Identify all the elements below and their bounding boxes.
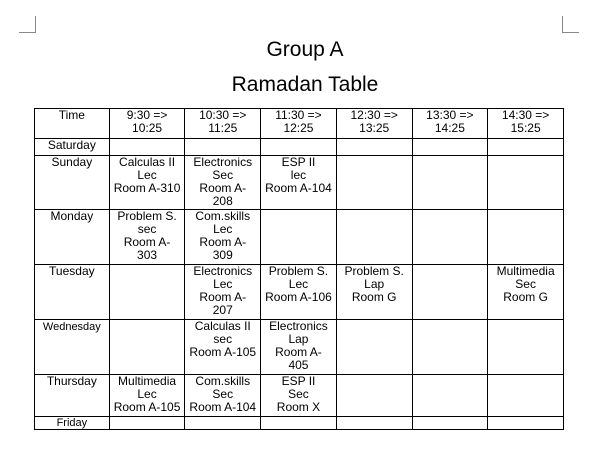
empty-cell [488, 417, 564, 430]
day-label: Wednesday [35, 320, 110, 375]
day-label: Saturday [35, 139, 110, 156]
empty-cell [488, 156, 564, 210]
day-label: Thursday [35, 375, 110, 417]
class-cell-line: sec [137, 222, 157, 236]
class-cell-line: Problem S. [344, 264, 404, 278]
time-slot-line: 10:25 [132, 121, 163, 135]
time-header: Time [35, 109, 110, 139]
class-cell [185, 375, 261, 417]
time-slot-header [412, 109, 488, 139]
day-row-saturday [35, 139, 564, 156]
time-slot-header [109, 109, 185, 139]
class-cell-line: Com.skills [195, 209, 251, 223]
class-cell-line: Room A-106 [265, 290, 332, 304]
class-cell-line: ESP II [281, 374, 316, 388]
empty-cell [109, 417, 185, 430]
class-cell-line: Com.skills [195, 374, 251, 388]
class-cell-line: 309 [212, 248, 233, 262]
class-cell [261, 320, 337, 375]
class-cell-line: Room A- [199, 181, 247, 195]
day-row-sunday [35, 156, 564, 210]
class-cell [261, 156, 337, 210]
class-cell-line: 303 [137, 248, 158, 262]
class-cell-line: 405 [288, 358, 309, 372]
class-cell-line: Sec [288, 387, 309, 401]
class-cell-line: Electronics [193, 264, 253, 278]
empty-cell [412, 156, 488, 210]
class-cell-line: 207 [212, 303, 233, 317]
class-cell-line: Lap [364, 277, 385, 291]
time-slot-header [488, 109, 564, 139]
time-slot-header [336, 109, 412, 139]
class-cell-line: Sec [212, 387, 234, 401]
day-label: Friday [35, 417, 110, 430]
class-cell-line: Room A-310 [113, 181, 181, 195]
class-cell [109, 156, 185, 210]
empty-cell [488, 375, 564, 417]
day-row-friday [35, 417, 564, 430]
time-slot-line: 12:30 => [350, 108, 398, 122]
class-cell-line: Calculas II [119, 155, 176, 169]
day-row-wednesday [35, 320, 564, 375]
time-slot-line: 11:25 [208, 121, 238, 135]
time-slot-line: 9:30 => [126, 108, 168, 122]
class-cell [185, 156, 261, 210]
empty-cell [336, 320, 412, 375]
class-cell-line: Room G [503, 290, 548, 304]
empty-cell [109, 320, 185, 375]
empty-cell [261, 139, 337, 156]
empty-cell [412, 417, 488, 430]
class-cell-line: Room A-104 [265, 181, 332, 195]
class-cell-line: Multimedia [496, 264, 555, 278]
empty-cell [109, 265, 185, 320]
class-cell-line: Sec [515, 277, 536, 291]
class-cell-line: sec [213, 332, 233, 346]
time-slot-line: 12:25 [283, 121, 314, 135]
class-cell [488, 265, 564, 320]
class-cell-line: Room A-105 [189, 345, 257, 359]
day-row-monday [35, 210, 564, 265]
time-slot-line: 15:25 [510, 121, 541, 135]
time-slot-line: 13:25 [359, 121, 390, 135]
day-row-thursday [35, 375, 564, 417]
header-row [35, 109, 564, 139]
empty-cell [488, 210, 564, 265]
empty-cell [185, 417, 261, 430]
time-slot-line: 10:30 => [199, 108, 247, 122]
time-slot-line: 14:25 [434, 121, 465, 135]
class-cell-line: lec [290, 168, 307, 182]
empty-cell [336, 417, 412, 430]
crop-mark-top-right [562, 16, 563, 33]
empty-cell [412, 265, 488, 320]
empty-cell [412, 139, 488, 156]
empty-cell [412, 320, 488, 375]
empty-cell [109, 139, 185, 156]
empty-cell [488, 139, 564, 156]
time-slot-header [261, 109, 337, 139]
class-cell-line: Room A- [199, 290, 247, 304]
class-cell-line: Multimedia [118, 374, 177, 388]
time-slot-line: 13:30 => [426, 108, 474, 122]
empty-cell [185, 139, 261, 156]
class-cell-line: Room G [351, 290, 397, 304]
time-slot-line: 14:30 => [501, 108, 550, 122]
class-cell [109, 375, 185, 417]
class-cell-line: Room A-105 [113, 400, 181, 414]
class-cell [261, 265, 337, 320]
schedule-table [34, 108, 564, 430]
class-cell-line: Sec [212, 168, 234, 182]
day-label: Monday [35, 210, 110, 265]
class-cell [185, 320, 261, 375]
crop-mark-top-left [19, 32, 36, 33]
day-row-tuesday [35, 265, 564, 320]
class-cell-line: 208 [212, 194, 233, 208]
empty-cell [488, 320, 564, 375]
empty-cell [336, 375, 412, 417]
class-cell [185, 210, 261, 265]
class-cell-line: Problem S. [117, 209, 177, 223]
class-cell-line: Calculas II [194, 319, 251, 333]
class-cell-line: Room A-104 [189, 400, 257, 414]
day-label: Sunday [35, 156, 110, 210]
class-cell-line: Room A- [275, 345, 322, 359]
class-cell-line: Room A- [199, 235, 247, 249]
class-cell-line: Room A- [123, 235, 171, 249]
class-cell [109, 210, 185, 265]
class-cell-line: Lec [137, 168, 157, 182]
class-cell-line: Lec [288, 277, 309, 291]
class-cell-line: Lec [213, 222, 233, 236]
empty-cell [336, 139, 412, 156]
class-cell-line: Lec [213, 277, 233, 291]
class-cell-line: Room X [276, 400, 321, 414]
class-cell-line: Problem S. [268, 264, 329, 278]
empty-cell [336, 210, 412, 265]
time-slot-header [185, 109, 261, 139]
class-cell [336, 265, 412, 320]
class-cell [261, 375, 337, 417]
empty-cell [412, 210, 488, 265]
class-cell-line: ESP II [281, 155, 316, 169]
class-cell [185, 265, 261, 320]
table-title: Ramadan Table [231, 73, 379, 96]
class-cell-line: Lap [288, 332, 309, 346]
class-cell-line: Electronics [269, 319, 328, 333]
empty-cell [412, 375, 488, 417]
empty-cell [261, 417, 337, 430]
day-label: Tuesday [35, 265, 110, 320]
empty-cell [336, 156, 412, 210]
class-cell-line: Lec [137, 387, 157, 401]
crop-mark-top-right [562, 32, 579, 33]
empty-cell [261, 210, 337, 265]
crop-mark-top-left [35, 16, 36, 33]
group-title: Group A [266, 38, 344, 61]
time-slot-line: 11:30 => [275, 108, 322, 122]
class-cell-line: Electronics [193, 155, 253, 169]
